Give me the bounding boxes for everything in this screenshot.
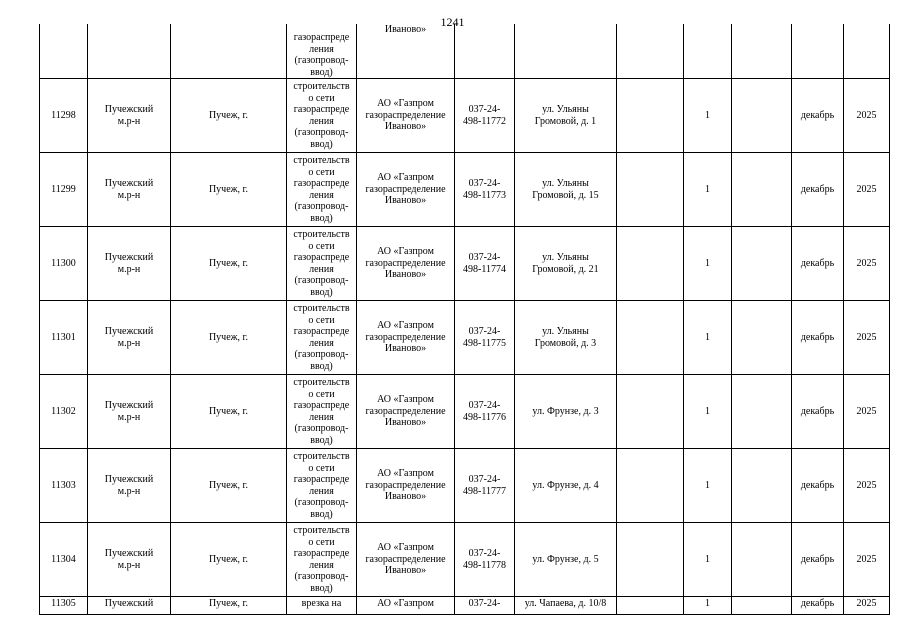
cell-empty — [732, 301, 792, 375]
cell-empty — [617, 523, 684, 597]
cell-count — [732, 24, 792, 79]
cell-code: 037-24- 498-11777 — [455, 449, 515, 523]
cell-empty — [617, 153, 684, 227]
cell-organization: АО «Газпром газораспределение Иваново» — [357, 153, 455, 227]
cell-locality: Пучеж, г. — [171, 449, 287, 523]
cell-empty — [617, 449, 684, 523]
cell-code: 037-24- 498-11772 — [455, 79, 515, 153]
cell-work-type: газораспреде ления (газопровод- ввод) — [287, 24, 357, 79]
cell-empty — [732, 227, 792, 301]
cell-address: ул. Ульяны Громовой, д. 3 — [515, 301, 617, 375]
cell-empty — [617, 301, 684, 375]
table-row-partial — [40, 597, 890, 615]
cell-district: Пучежский м.р-н — [88, 301, 171, 375]
cell-code: 037-24- 498-11775 — [455, 301, 515, 375]
cell-year: 2025 — [844, 79, 890, 153]
cell-num: 11298 — [40, 79, 88, 153]
cell-address: ул. Ульяны Громовой, д. 15 — [515, 153, 617, 227]
cell-empty — [732, 79, 792, 153]
cell-month: декабрь — [792, 375, 844, 449]
cell-district — [88, 24, 171, 79]
cell-year — [844, 24, 890, 79]
cell-year: 2025 — [844, 227, 890, 301]
cell-month: декабрь — [792, 301, 844, 375]
cell-year: 2025 — [844, 597, 890, 615]
cell-organization: АО «Газпром газораспределение Иваново» — [357, 79, 455, 153]
table-row — [40, 227, 890, 301]
cell-num: 11300 — [40, 227, 88, 301]
table-row-continued — [40, 24, 890, 79]
table-row — [40, 523, 890, 597]
cell-work-type: строительств о сети газораспреде ления (газопровод- ввод) — [287, 301, 357, 375]
cell-empty — [617, 79, 684, 153]
cell-locality — [171, 24, 287, 79]
cell-num: 11305 — [40, 597, 88, 615]
cell-organization: АО «Газпром газораспределение Иваново» — [357, 375, 455, 449]
cell-count: 1 — [684, 301, 732, 375]
cell-code — [455, 24, 515, 79]
cell-district: Пучежский м.р-н — [88, 449, 171, 523]
cell-num: 11304 — [40, 523, 88, 597]
cell-empty — [732, 523, 792, 597]
cell-month: декабрь — [792, 449, 844, 523]
cell-year: 2025 — [844, 301, 890, 375]
cell-empty — [617, 375, 684, 449]
cell-count: 1 — [684, 523, 732, 597]
cell-address: ул. Фрунзе, д. 3 — [515, 375, 617, 449]
cell-address: ул. Чапаева, д. 10/8 — [515, 597, 617, 615]
cell-work-type: строительств о сети газораспреде ления (газопровод- ввод) — [287, 375, 357, 449]
cell-empty — [617, 227, 684, 301]
cell-address: ул. Фрунзе, д. 4 — [515, 449, 617, 523]
cell-year: 2025 — [844, 523, 890, 597]
cell-organization: АО «Газпром газораспределение Иваново» — [357, 301, 455, 375]
cell-work-type: строительств о сети газораспреде ления (газопровод- ввод) — [287, 79, 357, 153]
cell-code: 037-24- — [455, 597, 515, 615]
cell-locality: Пучеж, г. — [171, 153, 287, 227]
cell-organization: АО «Газпром — [357, 597, 455, 615]
cell-count: 1 — [684, 227, 732, 301]
cell-count: 1 — [684, 79, 732, 153]
cell-organization: АО «Газпром газораспределение Иваново» — [357, 449, 455, 523]
cell-district: Пучежский м.р-н — [88, 375, 171, 449]
cell-count: 1 — [684, 449, 732, 523]
cell-district: Пучежский м.р-н — [88, 79, 171, 153]
cell-month: декабрь — [792, 523, 844, 597]
cell-work-type: строительств о сети газораспреде ления (газопровод- ввод) — [287, 227, 357, 301]
cell-code: 037-24- 498-11778 — [455, 523, 515, 597]
cell-district: Пучежский — [88, 597, 171, 615]
cell-empty — [617, 597, 684, 615]
cell-num: 11301 — [40, 301, 88, 375]
cell-year: 2025 — [844, 449, 890, 523]
page-number: 1241 — [440, 15, 465, 29]
table-body — [40, 24, 890, 615]
cell-month — [792, 24, 844, 79]
cell-year: 2025 — [844, 153, 890, 227]
cell-count: 1 — [684, 375, 732, 449]
cell-address: ул. Фрунзе, д. 5 — [515, 523, 617, 597]
cell-year: 2025 — [844, 375, 890, 449]
cell-locality: Пучеж, г. — [171, 227, 287, 301]
cell-month: декабрь — [792, 153, 844, 227]
cell-num — [40, 24, 88, 79]
table-row — [40, 79, 890, 153]
cell-organization: АО «Газпром газораспределение Иваново» — [357, 227, 455, 301]
table-row — [40, 153, 890, 227]
data-table — [39, 24, 890, 615]
cell-locality: Пучеж, г. — [171, 375, 287, 449]
cell-district: Пучежский м.р-н — [88, 523, 171, 597]
cell-num: 11302 — [40, 375, 88, 449]
cell-code: 037-24- 498-11773 — [455, 153, 515, 227]
cell-locality: Пучеж, г. — [171, 597, 287, 615]
cell-num: 11303 — [40, 449, 88, 523]
cell-locality: Пучеж, г. — [171, 79, 287, 153]
cell-month: декабрь — [792, 597, 844, 615]
cell-empty — [732, 597, 792, 615]
cell-address: ул. Ульяны Громовой, д. 21 — [515, 227, 617, 301]
cell-empty — [732, 449, 792, 523]
cell-address — [515, 24, 617, 79]
cell-locality: Пучеж, г. — [171, 301, 287, 375]
table-row — [40, 301, 890, 375]
cell-count: 1 — [684, 597, 732, 615]
cell-count: 1 — [684, 153, 732, 227]
table-row — [40, 375, 890, 449]
cell-work-type: врезка на — [287, 597, 357, 615]
cell-locality: Пучеж, г. — [171, 523, 287, 597]
cell-address: ул. Ульяны Громовой, д. 1 — [515, 79, 617, 153]
cell-code: 037-24- 498-11776 — [455, 375, 515, 449]
cell-num: 11299 — [40, 153, 88, 227]
cell-empty — [732, 375, 792, 449]
cell-code: 037-24- 498-11774 — [455, 227, 515, 301]
cell-district: Пучежский м.р-н — [88, 153, 171, 227]
cell-work-type: строительств о сети газораспреде ления (газопровод- ввод) — [287, 449, 357, 523]
cell-empty — [732, 153, 792, 227]
cell-empty — [617, 24, 684, 79]
cell-empty — [684, 24, 732, 79]
cell-organization: АО «Газпром газораспределение Иваново» — [357, 523, 455, 597]
cell-work-type: строительств о сети газораспреде ления (газопровод- ввод) — [287, 523, 357, 597]
cell-work-type: строительств о сети газораспреде ления (газопровод- ввод) — [287, 153, 357, 227]
cell-month: декабрь — [792, 79, 844, 153]
cell-organization: Иваново» — [357, 24, 455, 79]
cell-month: декабрь — [792, 227, 844, 301]
cell-district: Пучежский м.р-н — [88, 227, 171, 301]
table-row — [40, 449, 890, 523]
